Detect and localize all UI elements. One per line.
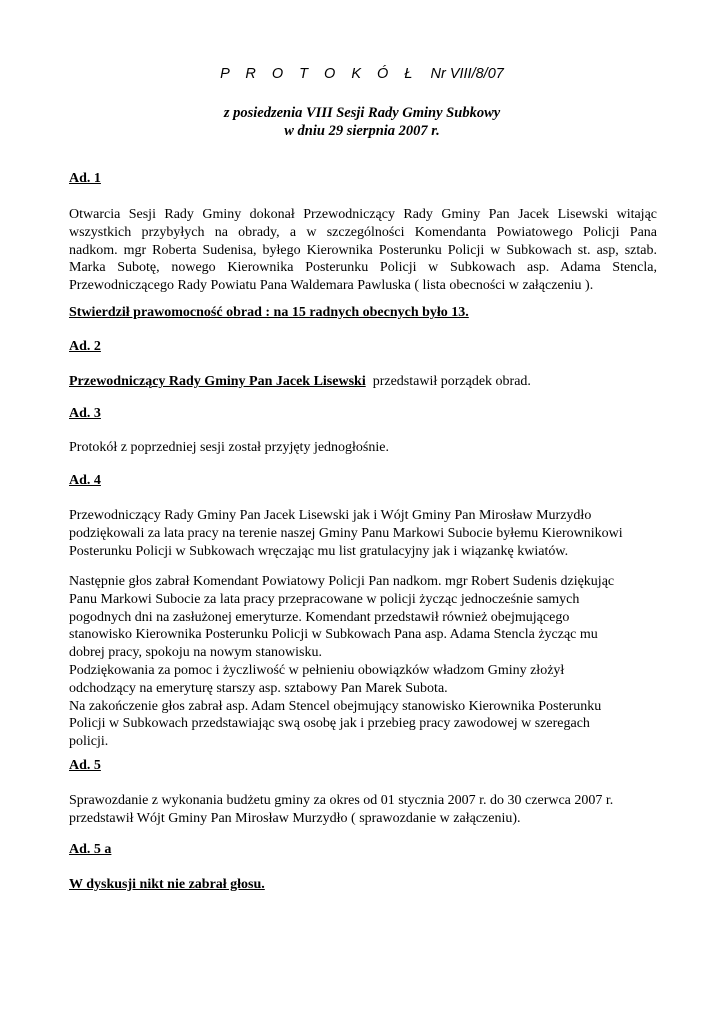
ad4-line: odchodzący na emeryturę starszy asp. sztabowy Pan Marek Subota. <box>69 680 448 696</box>
heading-ad3: Ad. 3 <box>69 406 101 421</box>
subtitle-date: w dniu 29 sierpnia 2007 r. <box>284 123 440 139</box>
ad5-line: Sprawozdanie z wykonania budżetu gminy za okres od 01 stycznia 2007 r. do 30 czerwca 2007 r. <box>69 793 614 808</box>
ad4-line: Podziękowania za pomoc i życzliwość w pełnieniu obowiązków władzom Gminy złożył <box>69 662 565 678</box>
heading-ad5a: Ad. 5 a <box>69 842 112 857</box>
ad4-line: podziękowali za lata pracy na terenie naszej Gminy Panu Markowi Subocie byłemu Kierownikowi <box>69 525 623 541</box>
ad4-line: stanowisko Kierownika Posterunku Policji w Subkowach Pana asp. Adama Stencla życząc mu <box>69 627 598 643</box>
document-subtitle <box>0 104 724 140</box>
ad4-paragraph-2 <box>69 573 657 751</box>
heading-ad2: Ad. 2 <box>69 339 101 354</box>
ad2-text: przedstawił porządek obrad. <box>365 374 531 389</box>
ad1-line: wszystkich przybyłych na obrady, a w szczególności Komendanta Powiatowego Policji Pana <box>69 224 657 240</box>
document-title <box>0 66 724 82</box>
ad4-line: Na zakończenie głos zabrał asp. Adam Stencel obejmujący stanowisko Kierownika Posterunku <box>69 698 602 714</box>
ad5-line: przedstawił Wójt Gminy Pan Mirosław Murzydło ( sprawozdanie w załączeniu). <box>69 810 521 826</box>
ad5a-text: W dyskusji nikt nie zabrał głosu. <box>69 877 265 892</box>
ad4-paragraph-1 <box>69 507 657 560</box>
ad4-line: Następnie głos zabrał Komendant Powiatowy Policji Pan nadkom. mgr Robert Sudenis dziękując <box>69 574 615 589</box>
ad4-line: Policji w Subkowach przedstawiając swą osobę jak i przebieg pracy zawodowej w szeregach <box>69 716 590 732</box>
heading-ad4: Ad. 4 <box>69 473 101 488</box>
heading-ad5: Ad. 5 <box>69 758 101 773</box>
ad4-line: Posterunku Policji w Subkowach wręczając mu list gratulacyjny jak i wiązankę kwiatów. <box>69 543 569 559</box>
ad1-line: Przewodniczącego Rady Powiatu Pana Waldemara Pawluska ( lista obecności w załączeniu ). <box>69 278 594 294</box>
heading-ad1: Ad. 1 <box>69 171 101 186</box>
ad4-line: dobrej pracy, spokoju na nowym stanowisku. <box>69 645 322 661</box>
ad3-text: Protokół z poprzedniej sesji został przyjęty jednogłośnie. <box>69 440 389 455</box>
ad1-paragraph <box>69 206 657 295</box>
ad1-line: Marka Subotę, nowego Kierownika Posterunku Policji w Subkowach asp. Adama Stencla, <box>69 260 657 276</box>
title-number: Nr VIII/8/07 <box>430 66 504 82</box>
ad1-line: Otwarcia Sesji Rady Gminy dokonał Przewodniczący Rady Gminy Pan Jacek Lisewski witając <box>69 207 657 222</box>
ad5-paragraph <box>69 792 657 828</box>
ad2-paragraph <box>69 373 657 391</box>
ad4-line: pogodnych dni na zasłużonej emeryturze. Komendant przedstawił również obejmującego <box>69 609 570 625</box>
ad1-quorum: Stwierdził prawomocność obrad : na 15 radnych obecnych było 13. <box>69 305 469 320</box>
title-protokol: P R O T O K Ó Ł <box>220 66 419 82</box>
ad1-line: nadkom. mgr Roberta Sudenisa, byłego Kierownika Posterunku Policji w Subkowach st. asp, sztab. <box>69 242 657 258</box>
ad2-speaker: Przewodniczący Rady Gminy Pan Jacek Lisewski <box>69 374 366 389</box>
ad4-line: policji. <box>69 734 109 750</box>
ad4-line: Panu Markowi Subocie za lata pracy przepracowane w policji życząc jednocześnie samych <box>69 591 580 607</box>
ad4-line: Przewodniczący Rady Gminy Pan Jacek Lisewski jak i Wójt Gminy Pan Mirosław Murzydło <box>69 508 592 523</box>
subtitle-session: z posiedzenia VIII Sesji Rady Gminy Subkowy <box>223 105 501 121</box>
